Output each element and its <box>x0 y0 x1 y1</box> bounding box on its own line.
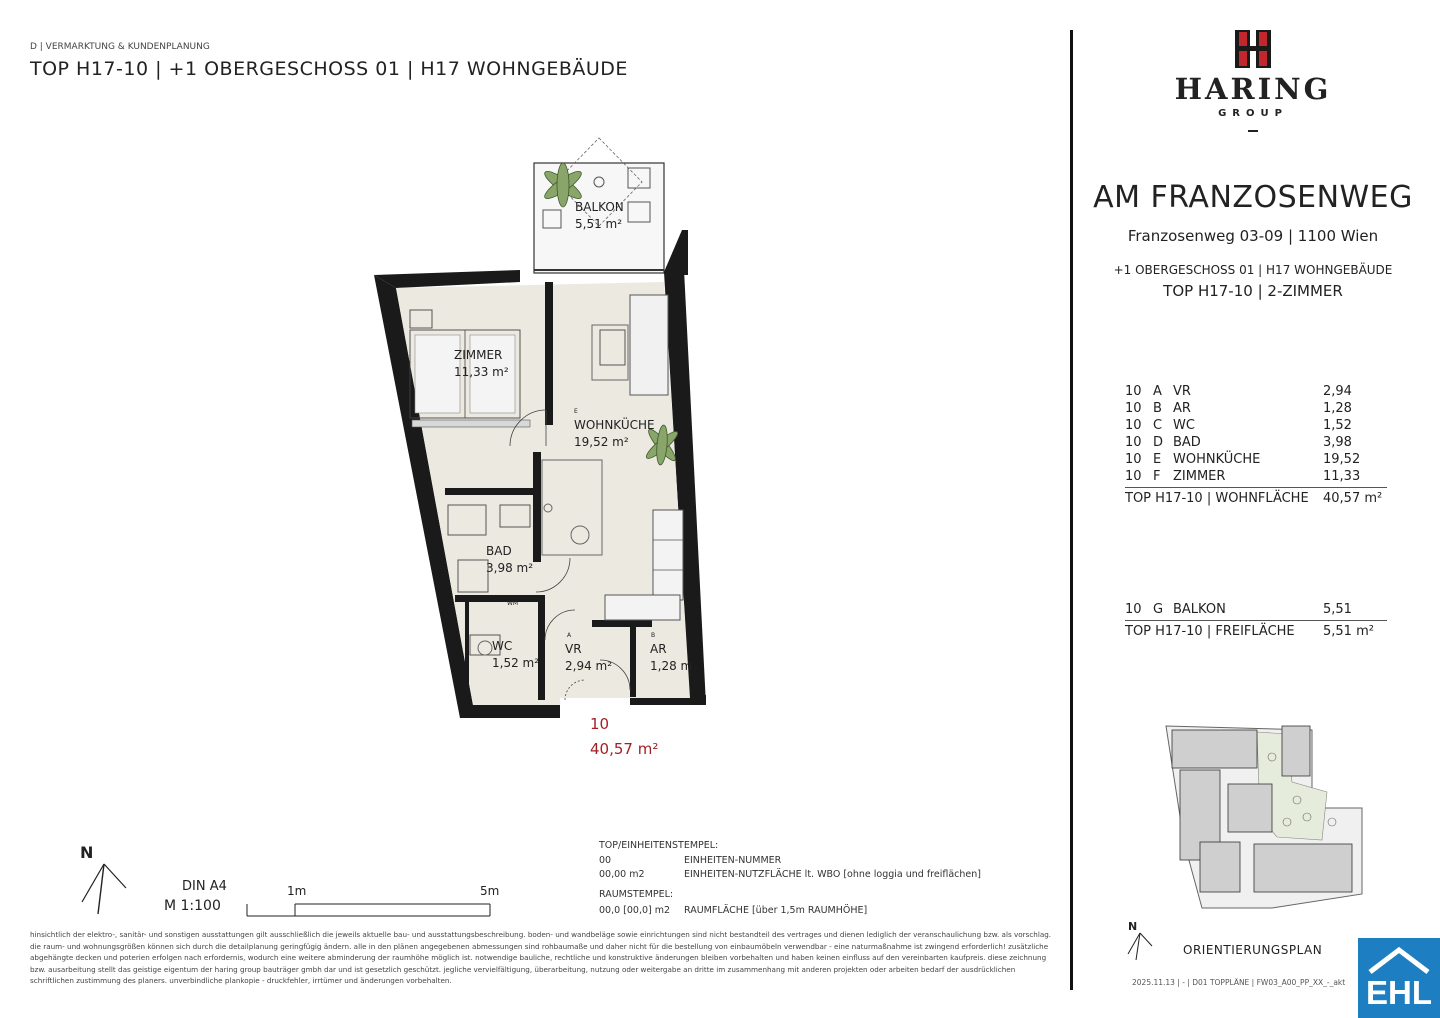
room-code-b: B <box>651 632 656 639</box>
project-unit: TOP H17-10 | 2-ZIMMER <box>1163 282 1343 300</box>
legend-raum-title: RAUMSTEMPEL: <box>599 889 674 900</box>
room-area-wc: 1,52 m² <box>492 656 540 670</box>
paper-format: DIN A4 <box>182 879 227 894</box>
room-table <box>1125 383 1387 506</box>
table-row: 10 A VR 2,94 <box>1125 384 1352 399</box>
scale-bar <box>246 902 492 918</box>
wm-label: WM <box>507 600 519 607</box>
legend-top-title: TOP/EINHEITENSTEMPEL: <box>599 840 719 851</box>
room-area-bad: 3,98 m² <box>486 561 534 575</box>
wohnflaeche-row: TOP H17-10 | WOHNFLÄCHE 40,57 m² <box>1125 487 1387 506</box>
orientation-label: ORIENTIERUNGSPLAN <box>1183 943 1323 957</box>
orientation-plan-map <box>1162 722 1368 912</box>
room-label-zimmer: ZIMMER <box>454 348 503 362</box>
room-label-bad: BAD <box>486 544 512 558</box>
panel-divider <box>1070 30 1073 990</box>
orientation-north-icon <box>1126 932 1154 962</box>
plan-reference: 2025.11.13 | - | D01 TOPPLÄNE | FW03_A00_PP_XX_-_akt <box>1132 978 1346 987</box>
free-table <box>1125 601 1387 639</box>
room-area-zimmer: 11,33 m² <box>454 365 509 379</box>
table-row: 10 D BAD 3,98 <box>1125 435 1352 450</box>
table-row: 10 E WOHNKÜCHE 19,52 <box>1125 452 1361 467</box>
unit-area: 40,57 m² <box>590 740 659 758</box>
room-area-vr: 2,94 m² <box>565 659 613 673</box>
table-row: 10 C WC 1,52 <box>1125 418 1352 433</box>
ehl-badge <box>1358 938 1440 1018</box>
room-area-balkon: 5,51 m² <box>575 217 623 231</box>
table-row: 10 F ZIMMER 11,33 <box>1125 469 1361 484</box>
north-label: N <box>80 843 94 862</box>
legend-desc-1: EINHEITEN-NUMMER <box>684 855 782 866</box>
freiflaeche-row: TOP H17-10 | FREIFLÄCHE 5,51 m² <box>1125 620 1387 639</box>
project-floor: +1 OBERGESCHOSS 01 | H17 WOHNGEBÄUDE <box>1113 263 1393 277</box>
brand-divider <box>1248 130 1258 132</box>
project-address: Franzosenweg 03-09 | 1100 Wien <box>1127 227 1379 245</box>
room-label-wc: WC <box>492 639 513 653</box>
floor-plan <box>360 130 730 730</box>
table-row: 10 G BALKON 5,51 <box>1125 602 1352 617</box>
room-label-wohnkueche: WOHNKÜCHE <box>574 418 655 432</box>
scale-5m-label: 5m <box>480 884 500 898</box>
room-label-vr: VR <box>565 642 582 656</box>
brand-name: HARING <box>1174 72 1332 106</box>
unit-number: 10 <box>590 715 610 733</box>
legend-desc-2: EINHEITEN-NUTZFLÄCHE lt. WBO [ohne loggia und freiflächen] <box>684 869 981 880</box>
orientation-north-label: N <box>1128 920 1138 933</box>
legend-code-1: 00 <box>599 855 612 866</box>
project-name: AM FRANZOSENWEG <box>1093 180 1413 215</box>
room-label-ar: AR <box>650 642 667 656</box>
legend-code-2: 00,00 m2 <box>599 869 645 880</box>
department-label: D | VERMARKTUNG & KUNDENPLANUNG <box>30 42 210 52</box>
room-area-wohnkueche: 19,52 m² <box>574 435 629 449</box>
disclaimer-text: hinsichtlich der elektro-, sanitär- und sonstigen ausstattungen gilt ausschließlich die jeweils aktuelle bau- und ausstattungsbeschreibung. boden- und wandbeläge sowie einrichtungen sind nicht bestandteil des vertrages und dienen lediglich der veranschaulichung bzw. als vorschlag. die raum- und wohnungsgrößen können sich durch die detailplanung geringfügig ändern. alle in den plänen angegebenen abmessungen sind rohbaumaße und daher nicht für die bestellung von einbaumöbeln verwendbar - eine naturmaßnahme ist zwingend erforderlich! zusätzliche abgehängte decken und poterien erfolgen nach erfordernis, wodurch eine weitere abminderung der raumhöhe möglich ist. notwendige bauliche, rechtliche und konstruktive änderungen bleiben vorbehalten und haben keinen einfluss auf den vereinbarten kaufpreis. diese zeichnung bzw. ausarbeitung stellt das geistige eigentum der haring group bauträger gmbh dar und ist gesetzlich geschützt. jegliche vervielfältigung, überarbeitung, nutzung oder weitergabe an dritte im zusammenhang mit anderen projekten oder arbeiten bedarf der ausdrücklichen schriftlichen zustimmung des planers. unverbindliche plankopie - druckfehler, irrtümer und änderungen vorbehalten. <box>30 930 1052 985</box>
legend-code-3: 00,0 [00,0] m2 <box>599 905 671 916</box>
haring-logo-icon <box>1232 28 1274 70</box>
scale-1m-label: 1m <box>287 884 307 898</box>
table-row: 10 B AR 1,28 <box>1125 401 1352 416</box>
room-label-balkon: BALKON <box>575 200 624 214</box>
page-title: TOP H17-10 | +1 OBERGESCHOSS 01 | H17 WOHNGEBÄUDE <box>30 58 628 80</box>
brand-sub: GROUP <box>1218 108 1288 119</box>
legend-desc-3: RAUMFLÄCHE [über 1,5m RAUMHÖHE] <box>684 905 868 916</box>
ehl-text: EHL <box>1366 974 1432 1011</box>
room-area-ar: 1,28 m <box>650 659 693 673</box>
scale-ratio: M 1:100 <box>164 898 221 914</box>
room-code-e: E <box>574 408 578 415</box>
room-code-a: A <box>567 632 572 639</box>
north-arrow-icon <box>78 862 130 917</box>
